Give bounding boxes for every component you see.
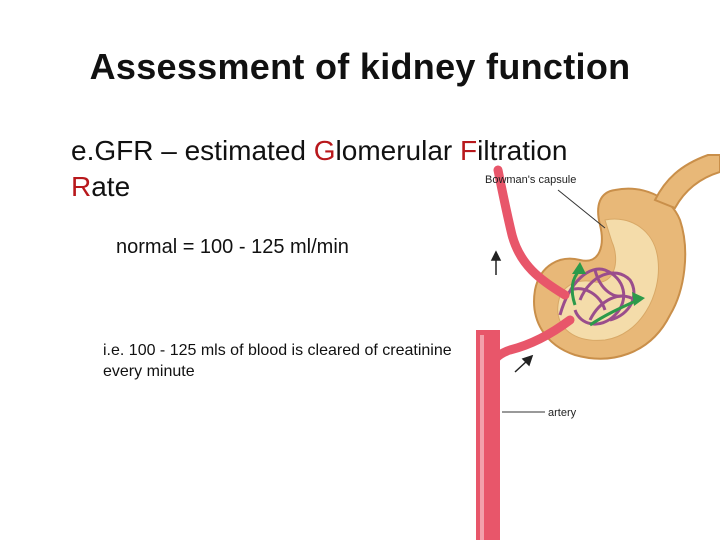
label-artery: artery	[548, 407, 577, 419]
egfr-letter-r: R	[71, 171, 92, 202]
egfr-iltration: iltration	[477, 135, 568, 166]
egfr-letter-g: G	[313, 135, 336, 166]
normal-range: normal = 100 - 125 ml/min	[116, 236, 349, 258]
tubule	[655, 155, 720, 208]
label-bowmans-capsule: Bowman's capsule	[485, 174, 577, 186]
egfr-letter-f: F	[460, 135, 478, 166]
explanation-text: i.e. 100 - 125 mls of blood is cleared of creatinine every minute	[103, 342, 452, 380]
kidney-glomerulus-diagram	[440, 150, 720, 540]
egfr-lomerular: lomerular	[335, 135, 461, 166]
slide-title: Assessment of kidney function	[89, 46, 631, 87]
egfr-prefix: e.GFR – estimated	[71, 135, 314, 166]
egfr-ate: ate	[91, 171, 131, 202]
